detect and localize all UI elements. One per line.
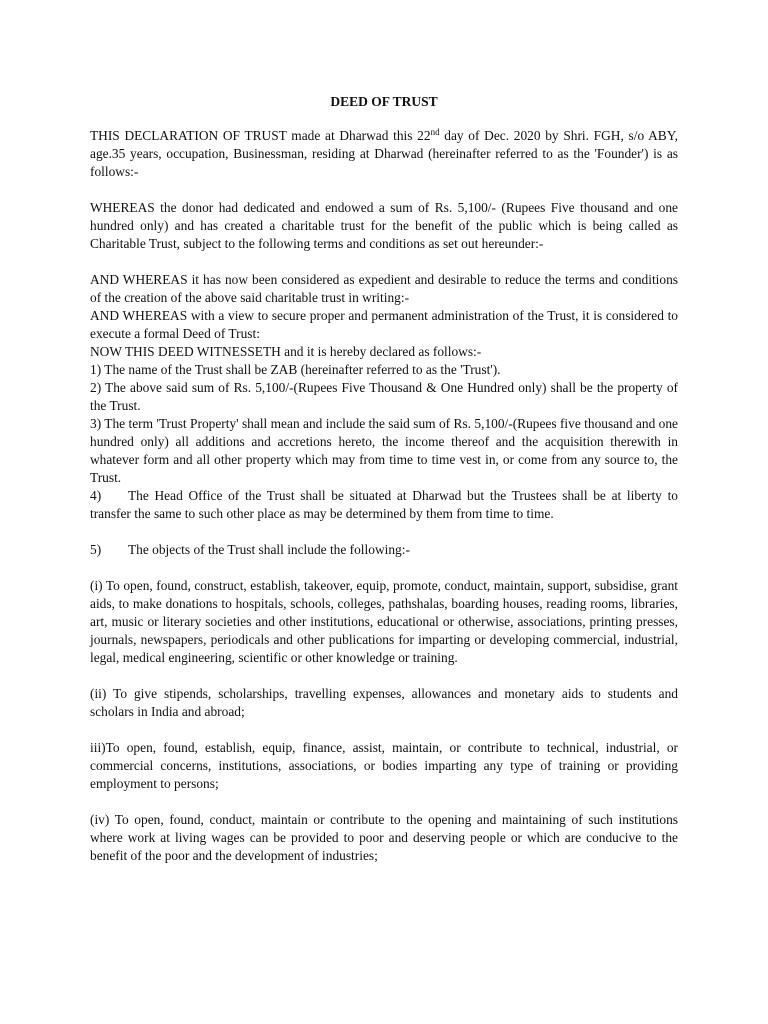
and-whereas-paragraph-2: AND WHEREAS with a view to secure proper and permanent administration of the Trust, it is considered to execute a formal Deed of Trust:	[90, 308, 678, 341]
clause-3: 3) The term 'Trust Property' shall mean and include the said sum of Rs. 5,100/-(Rupees five thousand and one hundred only) all additions and accretions hereto, the income thereof and the acquisition therewith in whatever form and all other property which may from time to time vest in, or come from any source to, the Trust.	[90, 416, 678, 485]
clause-4-text: The Head Office of the Trust shall be situated at Dharwad but the Trustees shall be at liberty to transfer the same to such other place as may be determined by them from time to time.	[90, 488, 678, 521]
clause-5-number: 5)	[90, 542, 102, 557]
witnesseth-line: NOW THIS DEED WITNESSETH and it is hereby declared as follows:-	[90, 344, 482, 359]
declaration-text-end: day of Dec. 2020 by Shri. FGH, s/o ABY, age.35 years, occupation, Businessman, residing at Dharwad (hereinafter referred to as the 'Founder') is as follows:-	[90, 128, 678, 179]
clause-1: 1) The name of the Trust shall be ZAB (hereinafter referred to as the 'Trust').	[90, 362, 501, 377]
whereas-paragraph: WHEREAS the donor had dedicated and endowed a sum of Rs. 5,100/- (Rupees Five thousand and one hundred only) and has created a charitable trust for the benefit of the public which is being called as Charitable Trust, subject to the following terms and conditions as set out hereunder:-	[90, 200, 678, 251]
object-iv: (iv) To open, found, conduct, maintain or contribute to the opening and maintaining of such institutions where work at living wages can be provided to poor and deserving people or which are conducive to the benefit of the poor and the development of industries;	[90, 812, 678, 863]
clause-5-text: The objects of the Trust shall include the following:-	[128, 542, 410, 557]
object-i: (i) To open, found, construct, establish, takeover, equip, promote, conduct, maintain, support, subsidise, grant aids, to make donations to hospitals, schools, colleges, pathshalas, boarding houses, reading rooms, libraries, art, music or literary societies and other institutions, educational or otherwise, associations, printing presses, journals, newspapers, periodicals and other publications for imparting or developing commercial, industrial, legal, medical engineering, scientific or other knowledge or training.	[90, 578, 678, 665]
clause-4-number: 4)	[90, 488, 102, 503]
object-ii: (ii) To give stipends, scholarships, travelling expenses, allowances and monetary aids to students and scholars in India and abroad;	[90, 686, 678, 719]
document-title: DEED OF TRUST	[330, 94, 438, 109]
clause-4	[90, 487, 678, 523]
clause-2: 2) The above said sum of Rs. 5,100/-(Rupees Five Thousand & One Hundred only) shall be the property of the Trust.	[90, 380, 678, 413]
clause-5	[90, 541, 678, 559]
and-whereas-paragraph-1: AND WHEREAS it has now been considered as expedient and desirable to reduce the terms and conditions of the creation of the above said charitable trust in writing:-	[90, 272, 678, 305]
declaration-paragraph	[90, 127, 678, 181]
date-ordinal-suffix: nd	[430, 127, 440, 137]
object-iii: iii)To open, found, establish, equip, finance, assist, maintain, or contribute to technical, industrial, or commercial concerns, institutions, associations, or bodies imparting any type of training or providing employment to persons;	[90, 740, 678, 791]
document-body	[90, 127, 678, 865]
declaration-text-start: THIS DECLARATION OF TRUST made at Dharwad this 22	[90, 128, 431, 143]
